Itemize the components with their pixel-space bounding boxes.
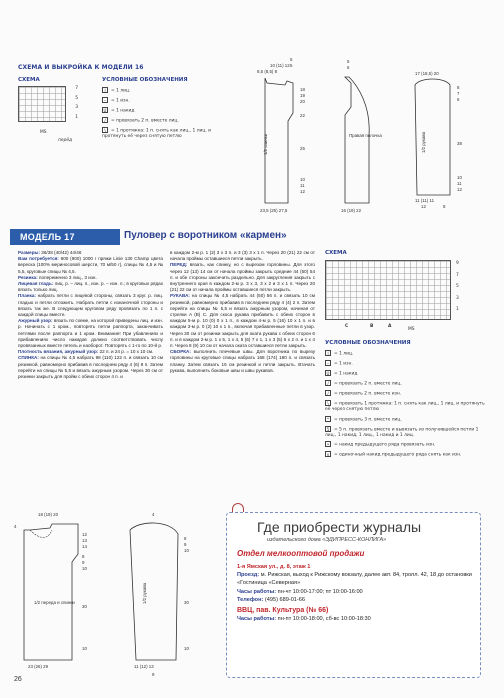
slip-yo-icon: v xyxy=(326,452,330,457)
purl-icon: – xyxy=(327,361,329,366)
sleeve-label: 1/2 рукава xyxy=(421,131,426,153)
shop-address: 1-я Ямская ул., д. 8, этаж 1 xyxy=(237,564,311,570)
legend-item: 5 = 5 п. провязать вместе и вывязать из получившейся петли 1 лиц., 1 накид, 1 лиц., 1 накид и 1 лиц. xyxy=(325,426,479,438)
model17-title: Пуловер с воротником «кармен» xyxy=(124,230,287,241)
back-side-dim: 19 xyxy=(300,93,305,98)
legend16 xyxy=(102,87,227,140)
back-bottom-dim: 23,5 (25) 27,5 xyxy=(260,208,288,213)
sleeve17-top-dim: 4 xyxy=(152,512,155,517)
back-side-dim: 20 xyxy=(300,99,305,104)
legend-item: | = 1 лиц. xyxy=(325,350,485,357)
back-dim: 5 xyxy=(290,57,293,62)
legend-item: ^ = провязать 3 п. вместе лиц. xyxy=(326,416,402,422)
scheme17-grid xyxy=(325,260,451,320)
body-side-dim: 30 xyxy=(82,604,87,609)
back-side-dim: 22 xyxy=(300,113,305,118)
purl-yo-icon: • xyxy=(326,442,330,447)
sleeve-side-dim: 8 xyxy=(457,85,460,90)
page-number: 26 xyxy=(14,676,22,683)
k3tog-icon: ^ xyxy=(326,416,330,422)
sleeve17-bottom-dim: 9 xyxy=(152,672,155,677)
ms-label: MS xyxy=(408,327,415,332)
body-pattern-outline xyxy=(24,524,78,660)
ssk-icon: \ xyxy=(102,127,108,133)
row-num: 5 xyxy=(75,95,78,101)
sleeve-side-dim: 7 xyxy=(457,91,460,96)
sleeve-side-dim: 10 xyxy=(457,175,462,180)
legend-item: / = провязать 2 п. вместе лиц. xyxy=(102,117,227,124)
sleeve17-side-dim: 8 xyxy=(184,536,187,541)
body-side-dim: 8 xyxy=(82,554,85,559)
shop-vvc: ВВЦ, пав. Культура (№ 66) xyxy=(237,607,329,615)
ms-label: MS xyxy=(40,130,47,135)
scheme16-rows xyxy=(70,86,78,120)
sleeve-side-dim: 12 xyxy=(457,187,462,192)
shop-route: Проезд: м. Рижская, выход к Рижскому вокзалу, далее авт. 84, тролл. 42, 18 до остановки «Гостиница «Северная» xyxy=(237,572,472,587)
back-side-dim: 25 xyxy=(300,146,305,151)
shop-hours: Часы работы: пн-чт 10:00-17:00; пт 10:00-16:00 xyxy=(237,588,363,595)
body-top-dim: 18 (19) 20 xyxy=(38,512,59,517)
shop-title: Где приобрести журналы xyxy=(257,519,422,535)
legend-item: / = провязать 2 п. вместе изн. xyxy=(325,390,485,397)
instr-para: в каждом 2-м р. 1 (2) 3 х 3 п. и 3 (3) 3 х 1 п. Через 20 (21) 22 см от начала проймы оставшиеся петли закрыть. xyxy=(170,250,315,262)
row-num: 7 xyxy=(456,272,459,278)
shop-details xyxy=(237,563,477,623)
sleeve17-side-dim: 9 xyxy=(184,542,187,547)
instructions-col2 xyxy=(170,250,315,374)
row-num: 3 xyxy=(456,295,459,301)
legend-item: \ = 1 протяжка: 1 п. снять как лиц., 1 лиц. и протянуть её через снятую петлю xyxy=(102,128,212,139)
body-side-dim: 13 xyxy=(82,538,87,543)
row-num: 5 xyxy=(456,284,459,289)
p2tog-icon: / xyxy=(325,390,331,396)
body-side-dim: 12 xyxy=(82,532,87,537)
instr-para: Размеры: 36/38 (40/42) 44/46 xyxy=(18,250,82,255)
instr-para: Лицевая гладь: лиц. р. – лиц. п., изн. р. – изн. п.; в круговых рядах вязать только лиц. xyxy=(18,281,163,293)
instr-para: Ажурный узор: вязать по схеме, на которой приведены лиц. и изн. р. Начинать с 1 кром., повторять петли раппорта, заканчивать петлями после раппорта и 1 кром. Внимание! При убавлениях и прибавлениях число накидов должно соответствовать числу провязанных вместе петель и наоборот. Повторять с 1-го по 10-й р. xyxy=(18,318,163,349)
sleeve-side-dim: 11 xyxy=(457,181,462,186)
legend-item: • = накид предыдущего ряда провязать изн. xyxy=(326,442,436,448)
instr-para: Вам потребуется: 800 (900) 1000 г пряжи Linie 130 Champ цвета вереска (100% мериносовой шерсти, 70 м/50 г), спицы № 4,5 и № 5,5, круговые спицы № 4,5. xyxy=(18,256,163,274)
scheme16-grid xyxy=(18,86,66,122)
sleeve17-bottom-dim: 11 (12) 13 xyxy=(134,664,154,669)
shelf-dim: 5 xyxy=(347,59,350,64)
legend17 xyxy=(325,350,485,458)
sleeve17-side-dim: 10 xyxy=(184,548,189,553)
legend-item: v = одиночный накид предыдущего ряда снять как изн. xyxy=(326,452,462,458)
legend-item: / = провязать 2 п. вместе лиц. xyxy=(325,380,485,387)
back-side-dim: 10 xyxy=(300,177,305,182)
back-side-dim: 11 xyxy=(300,183,305,188)
body-bottom-dim: 23 (26) 29 xyxy=(28,664,49,669)
legend-item: | = 1 лиц. xyxy=(102,87,227,94)
legend-item: – = 1 изн. xyxy=(327,361,353,367)
ssk-icon: \ xyxy=(325,400,331,406)
purl-icon: – xyxy=(104,98,106,103)
scheme16-label: СХЕМА xyxy=(18,77,40,83)
row-num: 1 xyxy=(75,114,78,120)
arrow-c: C xyxy=(345,324,349,329)
k2tog-icon: / xyxy=(102,117,108,123)
k2tog-icon: / xyxy=(325,380,331,386)
model16-patterns xyxy=(245,55,495,215)
instr-para: РУКАВА: на спицы № 4,5 набрать 44 (50) 56 п. и связать 10 см резинкой, равномерно прибавив в последнем ряду 4 (4) 2 п. Затем перейти на спицы № 5,5 и вязать ажурным узором, начиная от стрелки A (B) C. Для скоса рукава прибавить с обеих сторон в каждом 5-м р. 10 (0) 0 х 1 п., в каждом 4-м р. 5 (16) 10 х 1 п. и в каждом 3-м р. 0 (2) 10 х 1 п., включая прибавленные петли в узор. Через 30 см от резинки закрыть для оката рукава с обеих сторон 6 п. и в каждом 2-м р. 1 х 5, 1 х 4, 5 (6) 7 х 1, 1 х 3 (5) 6 х 2 п. и 1 х 4 п. Через 8 (9) 10 см от начала оката оставшиеся петли закрыть. xyxy=(170,293,315,349)
sleeve17-label: 1/2 рукава xyxy=(142,582,147,604)
legend-item: – = 1 изн. xyxy=(104,98,130,104)
back-side-dim: 18 xyxy=(300,87,305,92)
shop-hours2: Часы работы: пн-пт 10:00-18:00, сб-вс 10:00-18:30 xyxy=(237,616,371,623)
sleeve-bottom-dim: 8 xyxy=(443,204,446,209)
legend17-label: УСЛОВНЫЕ ОБОЗНАЧЕНИЯ xyxy=(325,340,411,346)
row-num: 1 xyxy=(456,307,459,312)
sleeve-top-dim: 17 (18,5) 20 xyxy=(415,71,439,76)
model16-header: СХЕМА И ВЫКРОЙКА К МОДЕЛИ 16 xyxy=(18,64,144,71)
body-side-dim: 10 xyxy=(82,566,87,571)
instr-para: СБОРКА: выполнить плечевые швы. Для воротника по вырезу горловины на круговые спицы набрать 168 (174) 180 п. и связать планку. Затем связать 15 см резинкой и петли закрыть. Втачать рукава, выполнить боковые швы и швы рукавов. xyxy=(170,349,315,373)
body-side-dim: 4 xyxy=(14,524,17,529)
back-dim: 8,5 (8,5) 8 xyxy=(257,69,278,74)
body-label: 1/2 переда и спинки xyxy=(34,600,75,605)
knit-icon: | xyxy=(102,87,108,93)
legend16-label: УСЛОВНЫЕ ОБОЗНАЧЕНИЯ xyxy=(102,77,188,83)
shop-phone: Телефон: (495) 689-01-66 xyxy=(237,596,305,603)
model17-patterns xyxy=(10,500,220,680)
shelf-dim: 6 xyxy=(347,65,350,70)
model17-banner: МОДЕЛЬ 17 xyxy=(10,229,120,245)
shop-dept: Отдел мелкооптовой продажи xyxy=(237,549,365,558)
front-neckline xyxy=(30,530,52,538)
shop-info-box xyxy=(226,512,481,678)
row-num: 9 xyxy=(456,261,459,266)
sleeve-side-dim: 6 xyxy=(457,97,460,102)
shelf-pattern-outline xyxy=(345,77,369,203)
sleeve17-side-dim: 10 xyxy=(184,646,189,651)
arrow-a: A xyxy=(388,324,392,329)
scheme17-label: СХЕМА xyxy=(325,250,347,256)
shelf-bottom-dim: 16 (19) 22 xyxy=(341,208,362,213)
shelf-label: Правая полочка xyxy=(349,133,382,138)
instr-para: Резинка: попеременно 3 лиц., 3 изн. xyxy=(18,274,97,280)
instr-para: Плотность вязания, ажурный узор: 22 п. и 24 р. = 10 х 10 см. xyxy=(18,349,154,355)
instructions-col1 xyxy=(18,250,163,380)
arrow-b: B xyxy=(370,324,374,329)
back-dim: 10 (11) 12 xyxy=(270,63,290,68)
row-num: 7 xyxy=(75,86,78,91)
back-pattern-outline xyxy=(265,78,293,203)
instr-para: СПИНКА: на спицы № 4,5 набрать 98 (110) 122 п. и связать 10 см резинкой, равномерно прибавив в последнем ряду 4 (6) 8 п. Затем перейти на спицы № 5,5 и вязать ажурным узором. Через 30 см от резинки закрыть для пройм с обеих сторон 4 п. и xyxy=(18,355,163,380)
back-side-dim: 12 xyxy=(300,189,305,194)
sleeve-side-dim: 38 xyxy=(457,141,462,146)
body-side-dim: 9 xyxy=(82,560,85,565)
knit-icon: | xyxy=(325,350,331,356)
sleeve17-outline xyxy=(130,523,178,660)
shop-subtitle: издательского дома «ЭДИПРЕСС-КОНЛИГА» xyxy=(267,537,387,543)
scheme17-rows xyxy=(456,261,459,313)
sleeve-bottom-dim: 11 (11) 11 xyxy=(415,198,435,203)
five-into-five-icon: 5 xyxy=(326,426,330,432)
sleeve-bottom-dim: 12 xyxy=(421,204,426,209)
yarn-over-icon: U xyxy=(326,371,330,376)
row-num: 3 xyxy=(75,105,78,110)
front-label: перёд xyxy=(58,138,73,143)
legend-item: U = 1 накид xyxy=(103,108,135,114)
body-side-dim: 10 xyxy=(82,646,87,651)
back-dim: 6 xyxy=(290,63,293,68)
yarn-over-icon: U xyxy=(103,108,107,113)
sleeve17-side-dim: 30 xyxy=(184,600,189,605)
instr-para: Планка: набрать петли с лицевой стороны, связать 3 круг. р. лиц. гладью и петли отложить. Набрать петли с изнаночной стороны и вязать так же. В следующем круговом ряду провязать по 1 п. с каждой спицы вместе. xyxy=(18,293,163,318)
back-label: 1/2 спинки xyxy=(263,133,268,155)
body-side-dim: 14 xyxy=(82,544,87,549)
instr-para: ПЕРЕД: вязать, как спинку, но с вырезом горловины. Для этого через 12 (13) 14 см от начала проймы закрыть средние 44 (50) 54 п. и обе стороны закончить раздельно. Для закругления закрыть с внутреннего края в каждом 2-м р. 3 х 3, 3 х 2 и 3 х 1 п. Через 20 (21) 22 см от начала проймы оставшиеся петли закрыть. xyxy=(170,262,315,293)
legend-item: U = 1 накид xyxy=(326,371,358,377)
legend-item: \ = провязать 1 протяжка: 1 п. снять как лиц., 1 лиц. и протянуть её через снятую петлю xyxy=(325,401,485,412)
